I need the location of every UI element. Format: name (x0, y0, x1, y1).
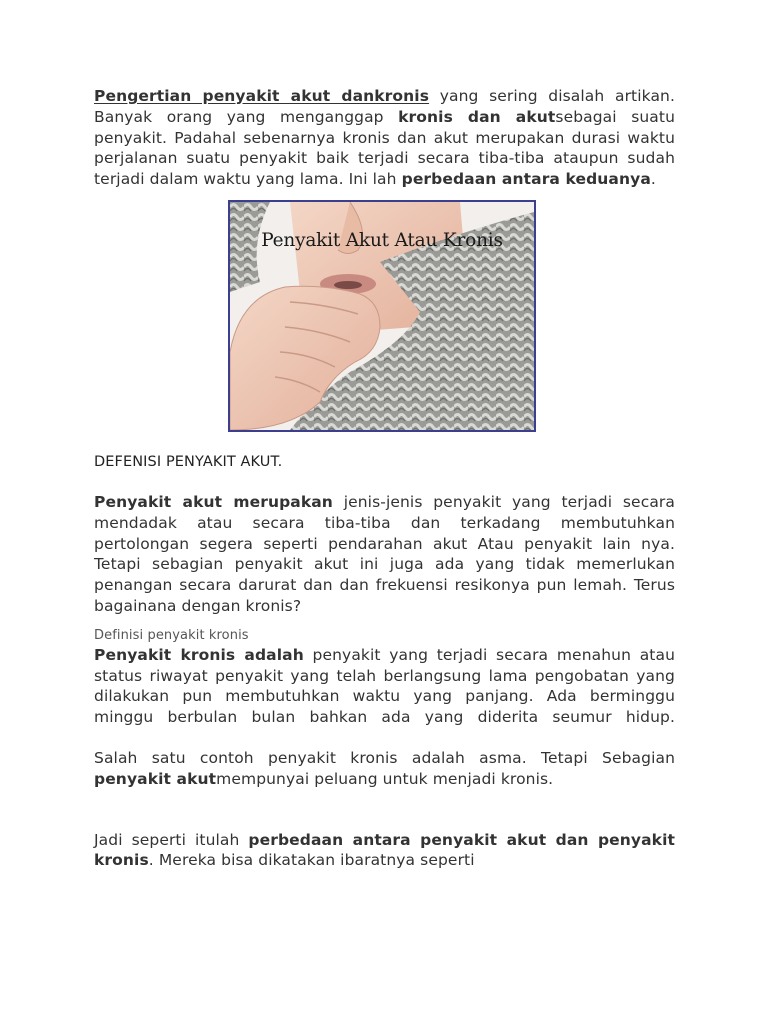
conclusion-text-1: Jadi seperti itulah (94, 830, 249, 849)
example-text-1: Salah satu contoh penyakit kronis adalah asma. Tetapi Sebagian (94, 748, 675, 767)
intro-bold-2: perbedaan antara keduanya (401, 170, 651, 189)
section-kronis-subheading: Definisi penyakit kronis (94, 627, 249, 643)
akut-lead-bold: Penyakit akut merupakan (94, 492, 333, 511)
example-paragraph (94, 748, 675, 790)
document-page (94, 86, 675, 871)
figure-container (89, 200, 675, 432)
conclusion-text-2: . Mereka bisa dikatakan ibaratnya seperti (148, 851, 475, 870)
example-text-2: mempunyai peluang untuk menjadi kronis. (216, 769, 554, 788)
section-akut-heading: DEFENISI PENYAKIT AKUT. (94, 453, 283, 470)
section-akut-paragraph (94, 492, 675, 617)
intro-paragraph (94, 86, 675, 190)
section-kronis-paragraph (94, 645, 675, 728)
intro-bold-1: kronis dan akut (398, 107, 556, 126)
intro-text-3: . (650, 170, 656, 189)
coughing-man-image (228, 200, 536, 432)
kronis-body-text: penyakit yang terjadi secara menahun atau status riwayat penyakit yang telah berlangsung lama pengobatan yang dilakukan pun membutuhkan waktu yang panjang. Ada berminggu minggu berbulan bulan bahkan ada yang diderita seumur hidup. (94, 645, 675, 727)
intro-text-2: sebagai suatu penyakit. Padahal sebenarnya kronis dan akut merupakan durasi waktu perjalanan suatu penyakit baik terjadi secara tiba-tiba ataupun sudah terjadi dalam waktu yang lama. Ini lah (94, 107, 675, 189)
conclusion-bold-1: perbedaan antara penyakit akut dan penyakit kronis (94, 830, 675, 870)
figure-caption: Penyakit Akut Atau Kronis (261, 229, 503, 251)
akut-body-text: jenis-jenis penyakit yang terjadi secara mendadak atau secara tiba-tiba dan terkadang membutuhkan pertolongan segera seperti pendarahan akut Atau penyakit lain nya. Tetapi sebagian penyakit akut ini juga ada yang tidak memerlukan penangan secara darurat dan dan frekuensi resikonya pun lemah. Terus bagainana dengan kronis? (94, 492, 675, 615)
kronis-lead-bold: Penyakit kronis adalah (94, 645, 304, 664)
example-bold-1: penyakit akut (94, 769, 217, 788)
intro-text-1: yang sering disalah artikan. Banyak orang yang menganggap (94, 87, 675, 126)
intro-title-link[interactable]: Pengertian penyakit akut dankronis (94, 87, 430, 105)
conclusion-paragraph (94, 830, 675, 872)
